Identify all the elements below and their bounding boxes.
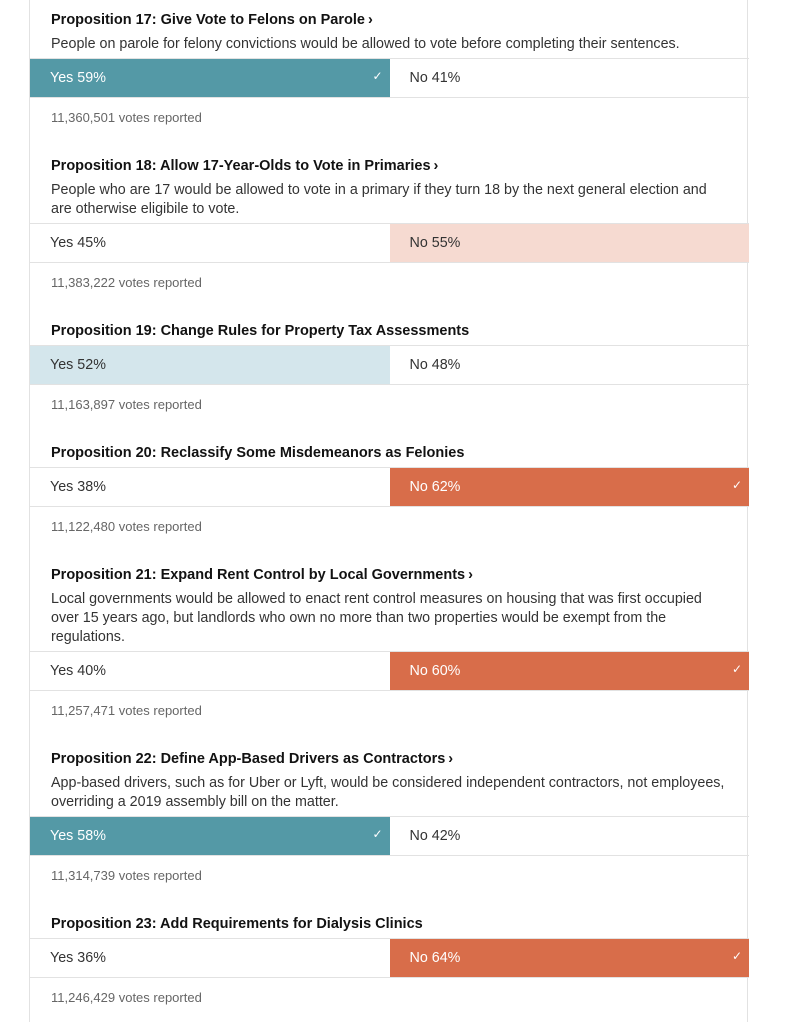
proposition-description: Local governments would be allowed to enact rent control measures on housing that was first occupied over 15 years ago, but landlords who own no more than two properties would be exempt from the regulations. bbox=[51, 591, 702, 645]
yes-result[interactable] bbox=[30, 346, 390, 384]
yes-label: Yes 36% bbox=[50, 950, 106, 966]
votes-reported: 11,360,501 votes reported bbox=[51, 110, 202, 125]
yes-label: Yes 38% bbox=[50, 479, 106, 495]
yes-result[interactable] bbox=[30, 468, 390, 506]
chevron-right-icon: › bbox=[367, 12, 373, 28]
no-result[interactable] bbox=[390, 652, 750, 690]
no-label: No 48% bbox=[409, 357, 461, 373]
result-bar bbox=[30, 345, 749, 385]
no-label: No 42% bbox=[409, 828, 461, 844]
proposition-title-link[interactable]: Proposition 17: Give Vote to Felons on Parole › bbox=[51, 12, 373, 28]
votes-reported: 11,163,897 votes reported bbox=[51, 397, 202, 412]
yes-result[interactable] bbox=[30, 652, 390, 690]
checkmark-icon: ✓ bbox=[731, 949, 742, 963]
votes-reported: 11,383,222 votes reported bbox=[51, 275, 202, 290]
result-bar bbox=[30, 651, 749, 691]
results-panel bbox=[29, 0, 748, 1022]
checkmark-icon: ✓ bbox=[731, 662, 742, 676]
no-result[interactable] bbox=[390, 224, 750, 262]
no-label: No 41% bbox=[409, 70, 461, 86]
proposition-title-link[interactable]: Proposition 18: Allow 17-Year-Olds to Vote in Primaries › bbox=[51, 158, 439, 174]
no-label: No 64% bbox=[409, 950, 461, 966]
proposition-title-link[interactable]: Proposition 21: Expand Rent Control by Local Governments › bbox=[51, 567, 473, 583]
no-result[interactable] bbox=[390, 59, 750, 97]
proposition-description: People on parole for felony convictions would be allowed to vote before completing their sentences. bbox=[51, 36, 680, 52]
chevron-right-icon: › bbox=[468, 567, 473, 583]
no-label: No 62% bbox=[409, 479, 461, 495]
result-bar bbox=[30, 58, 749, 98]
yes-label: Yes 40% bbox=[50, 663, 106, 679]
proposition-title-link[interactable]: Proposition 22: Define App-Based Drivers as Contractors › bbox=[51, 751, 454, 767]
no-label: No 60% bbox=[409, 663, 461, 679]
proposition-description: People who are 17 would be allowed to vote in a primary if they turn 18 by the next general election and are otherwise eligibile to vote. bbox=[51, 182, 707, 217]
no-result[interactable] bbox=[390, 939, 750, 977]
proposition-title: Proposition 23: Add Requirements for Dialysis Clinics bbox=[51, 916, 423, 932]
result-bar bbox=[30, 938, 749, 978]
yes-label: Yes 58% bbox=[50, 828, 106, 844]
proposition-description: App-based drivers, such as for Uber or Lyft, would be considered independent contractors, not employees, overriding a 2019 assembly bill on the matter. bbox=[51, 775, 725, 810]
votes-reported: 11,246,429 votes reported bbox=[51, 990, 202, 1005]
checkmark-icon: ✓ bbox=[731, 478, 742, 492]
yes-label: Yes 59% bbox=[50, 70, 106, 86]
votes-reported: 11,314,739 votes reported bbox=[51, 868, 202, 883]
no-result[interactable] bbox=[390, 346, 750, 384]
proposition-title: Proposition 20: Reclassify Some Misdemeanors as Felonies bbox=[51, 445, 465, 461]
result-bar bbox=[30, 467, 749, 507]
no-label: No 55% bbox=[409, 235, 461, 251]
chevron-right-icon: › bbox=[433, 158, 439, 174]
votes-reported: 11,122,480 votes reported bbox=[51, 519, 202, 534]
result-bar bbox=[30, 816, 749, 856]
no-result[interactable] bbox=[390, 468, 750, 506]
yes-label: Yes 52% bbox=[50, 357, 106, 373]
checkmark-icon: ✓ bbox=[372, 827, 383, 841]
yes-result[interactable] bbox=[30, 939, 390, 977]
chevron-right-icon: › bbox=[448, 751, 454, 767]
yes-result[interactable] bbox=[30, 59, 390, 97]
yes-label: Yes 45% bbox=[50, 235, 106, 251]
no-result[interactable] bbox=[390, 817, 750, 855]
yes-result[interactable] bbox=[30, 817, 390, 855]
yes-result[interactable] bbox=[30, 224, 390, 262]
checkmark-icon: ✓ bbox=[372, 69, 383, 83]
proposition-title: Proposition 19: Change Rules for Property Tax Assessments bbox=[51, 323, 470, 339]
result-bar bbox=[30, 223, 749, 263]
votes-reported: 11,257,471 votes reported bbox=[51, 703, 202, 718]
